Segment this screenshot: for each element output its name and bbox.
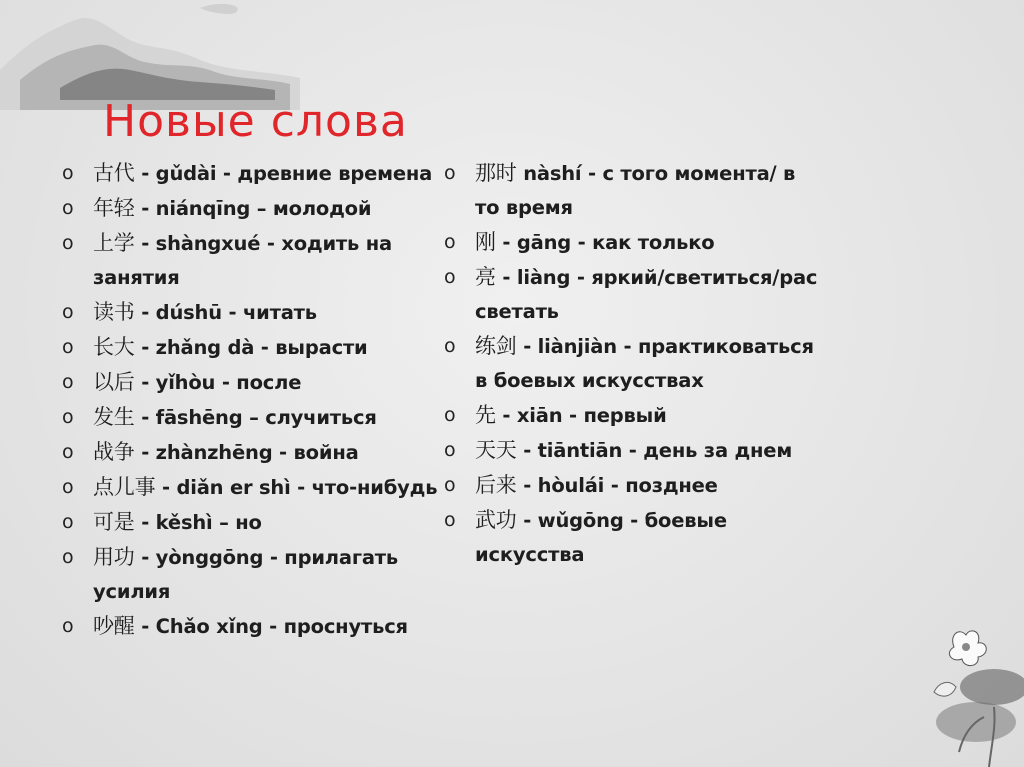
item-text: - dúshū - читать <box>134 301 317 324</box>
lotus-flower-icon <box>914 617 1024 767</box>
item-text: - yǐhòu - после <box>134 371 302 394</box>
item-hanzi: 用功 <box>93 545 135 569</box>
item-text: - liànjiàn - практиковаться в боевых искусствах <box>475 335 814 392</box>
item-hanzi: 以后 <box>93 370 135 394</box>
item-text: - gāng - как только <box>495 231 715 254</box>
item-hanzi: 发生 <box>93 405 135 429</box>
item-hanzi: 上学 <box>93 231 135 255</box>
item-text: - niánqīng – молодой <box>134 197 372 220</box>
item-text: - diǎn er shì - что-нибудь <box>155 476 438 499</box>
list-item <box>444 260 824 329</box>
item-text: - gǔdài - древние времена <box>134 162 433 185</box>
item-text: - fāshēng – случиться <box>134 406 377 429</box>
bullet-icon: o <box>444 162 456 184</box>
item-hanzi: 读书 <box>93 300 135 324</box>
mountain-landscape-icon <box>0 0 300 110</box>
item-text: - liàng - яркий/светиться/рассветать <box>475 266 818 323</box>
item-text: - zhǎng dà - вырасти <box>134 336 368 359</box>
item-hanzi: 可是 <box>93 510 135 534</box>
item-text: - wǔgōng - боевые искусства <box>475 509 727 566</box>
list-item <box>444 398 824 433</box>
list-item <box>62 505 442 540</box>
bullet-icon: o <box>62 511 74 533</box>
list-item <box>444 156 824 225</box>
item-text: - hòulái - позднее <box>516 474 718 497</box>
item-hanzi: 战争 <box>93 440 135 464</box>
item-hanzi: 后来 <box>475 473 517 497</box>
list-item <box>62 226 442 295</box>
list-item <box>62 540 442 609</box>
bullet-icon: o <box>444 266 456 288</box>
bullet-icon: o <box>444 404 456 426</box>
bullet-icon: o <box>62 232 74 254</box>
list-item <box>444 468 824 503</box>
bullet-icon: o <box>62 615 74 637</box>
list-item <box>62 330 442 365</box>
bullet-icon: o <box>62 406 74 428</box>
list-item <box>62 295 442 330</box>
bullet-icon: o <box>444 439 456 461</box>
list-item <box>62 156 442 191</box>
bullet-icon: o <box>444 509 456 531</box>
item-hanzi: 吵醒 <box>93 614 135 638</box>
item-text: - xiān - первый <box>495 404 667 427</box>
item-hanzi: 亮 <box>475 265 496 289</box>
item-hanzi: 点儿事 <box>93 475 156 499</box>
item-hanzi: 那时 <box>475 161 517 185</box>
item-hanzi: 武功 <box>475 508 517 532</box>
list-item <box>444 329 824 398</box>
list-item <box>62 609 442 644</box>
item-text: - yònggōng - прилагать усилия <box>93 546 399 603</box>
item-hanzi: 长大 <box>93 335 135 359</box>
item-text: nàshí - с того момента/ в то время <box>475 162 796 219</box>
item-text: - kěshì – но <box>134 511 262 534</box>
list-item <box>444 503 824 572</box>
item-hanzi: 年轻 <box>93 196 135 220</box>
item-text: - zhànzhēng - война <box>134 441 359 464</box>
bullet-icon: o <box>62 162 74 184</box>
page-title: Новые слова <box>103 96 408 147</box>
bullet-icon: o <box>62 336 74 358</box>
item-hanzi: 天天 <box>475 438 517 462</box>
list-item <box>62 365 442 400</box>
bullet-icon: o <box>444 231 456 253</box>
list-item <box>62 400 442 435</box>
vocabulary-list-left <box>62 156 442 644</box>
vocabulary-list-right <box>444 156 824 572</box>
bullet-icon: o <box>444 335 456 357</box>
bullet-icon: o <box>62 197 74 219</box>
list-item <box>444 433 824 468</box>
bullet-icon: o <box>62 301 74 323</box>
item-hanzi: 先 <box>475 403 496 427</box>
item-text: - tiāntiān - день за днем <box>516 439 793 462</box>
list-item <box>444 225 824 260</box>
bullet-icon: o <box>444 474 456 496</box>
item-text: - Chǎo xǐng - проснуться <box>134 615 408 638</box>
bullet-icon: o <box>62 546 74 568</box>
list-item <box>62 191 442 226</box>
item-hanzi: 练剑 <box>475 334 517 358</box>
list-item <box>62 435 442 470</box>
bullet-icon: o <box>62 371 74 393</box>
item-text: - shàngxué - ходить на занятия <box>93 232 392 289</box>
bullet-icon: o <box>62 476 74 498</box>
list-item <box>62 470 442 505</box>
item-hanzi: 古代 <box>93 161 135 185</box>
bullet-icon: o <box>62 441 74 463</box>
item-hanzi: 刚 <box>475 230 496 254</box>
